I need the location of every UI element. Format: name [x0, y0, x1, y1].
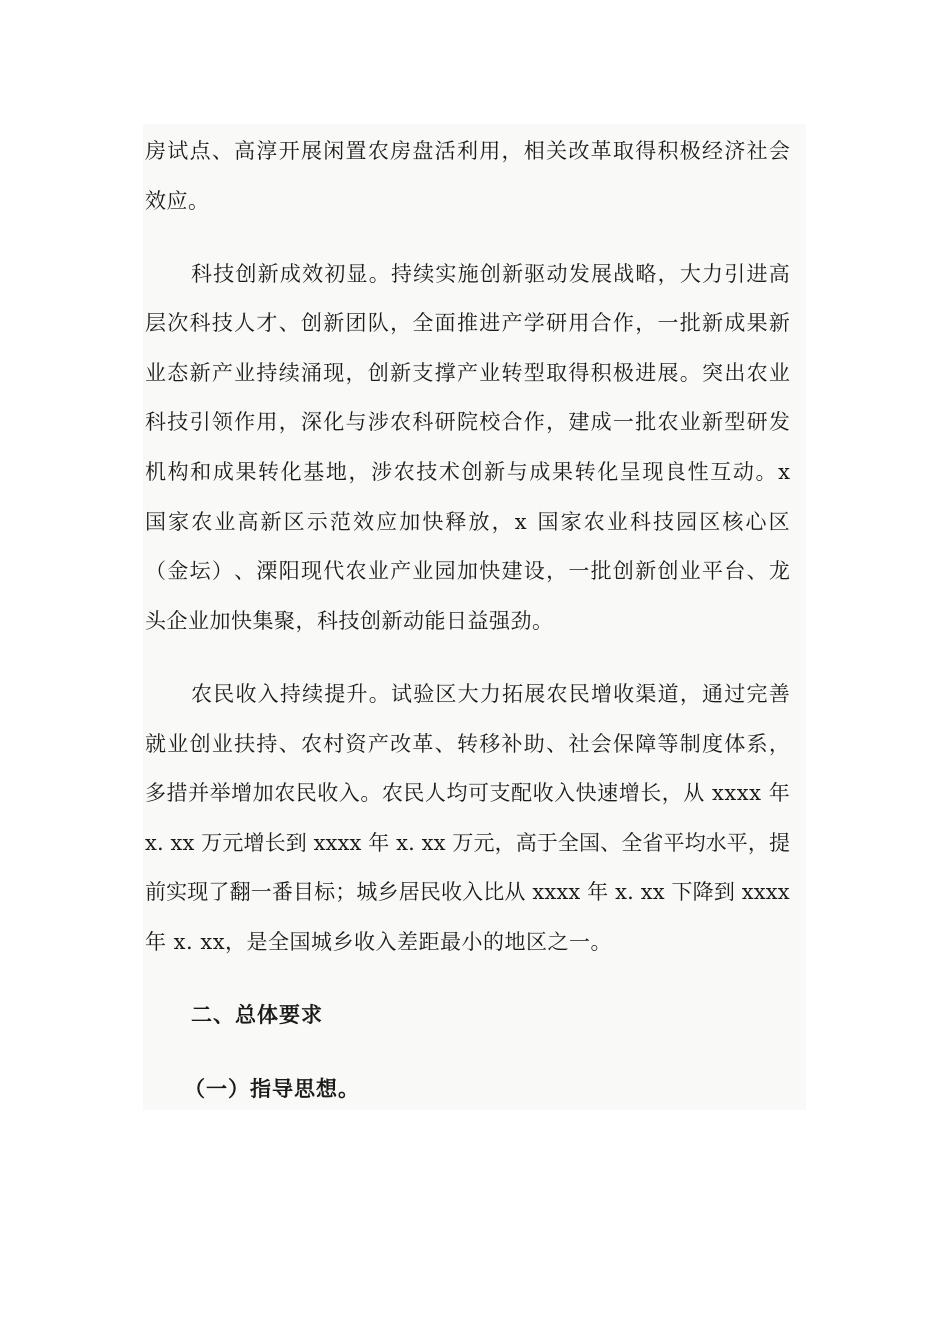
- paragraph-line: 机 构 和 成 果 转 化 基 地 ， 涉 农 技 术 创 新 与 成 果 转 化 呈 现 良 性 互 动 。 x: [145, 460, 790, 484]
- paragraph-line: 业 态 新 产 业 持 续 涌 现 ， 创 新 支 撑 产 业 转 型 取 得 积 极 进 展 。 突 出 农 业: [145, 361, 790, 385]
- paragraph-line: 农 民 收 入 持 续 提 升 。 试 验 区 大 力 拓 展 农 民 增 收 渠 道 ， 通 过 完 善: [191, 682, 790, 706]
- paragraph-line: 年 x. xx，是全国城乡收入差距最小的地区之一。: [145, 930, 613, 954]
- paragraph-line: 科 技 创 新 成 效 初 显 。 持 续 实 施 创 新 驱 动 发 展 战 略 ， 大 力 引 进 高: [191, 262, 790, 286]
- paragraph-line: x . x x 万 元 增 长 到 x x x x 年 x . x x 万 元 ， 高 于 全 国 、 全 省 平 均 水 平 ， 提: [145, 831, 790, 855]
- section-heading: 二、总体要求: [191, 1002, 323, 1027]
- paragraph-line: 前 实 现 了 翻 一 番 目 标 ； 城 乡 居 民 收 入 比 从 x x x x 年 x . x x 下 降 到 x x x x: [145, 880, 790, 904]
- paragraph-line: 就 业 创 业 扶 持 、 农 村 资 产 改 革 、 转 移 补 助 、 社 会 保 障 等 制 度 体 系 ，: [145, 732, 790, 756]
- paragraph-line: 国 家 农 业 高 新 区 示 范 效 应 加 快 释 放 ， x 国 家 农 业 科 技 园 区 核 心 区: [145, 510, 790, 534]
- paragraph-line: 头企业加快集聚，科技创新动能日益强劲。: [145, 609, 554, 633]
- paragraph-line: 层 次 科 技 人 才 、 创 新 团 队 ， 全 面 推 进 产 学 研 用 合 作 ， 一 批 新 成 果 新: [145, 311, 790, 335]
- paragraph-line: 效应。: [145, 189, 210, 213]
- paragraph-line: 房 试 点 、 高 淳 开 展 闲 置 农 房 盘 活 利 用 ， 相 关 改 革 取 得 积 极 经 济 社 会: [145, 139, 790, 163]
- paragraph-line: 多 措 并 举 增 加 农 民 收 入 。 农 民 人 均 可 支 配 收 入 快 速 增 长 ， 从 x x x x 年: [145, 781, 790, 805]
- paragraph-line: 科 技 引 领 作 用 ， 深 化 与 涉 农 科 研 院 校 合 作 ， 建 成 一 批 农 业 新 型 研 发: [145, 410, 790, 434]
- paragraph-line: （ 金 坛 ） 、 溧 阳 现 代 农 业 产 业 园 加 快 建 设 ， 一 批 创 新 创 业 平 台 、 龙: [145, 559, 790, 583]
- subsection-heading: （一）指导思想。: [184, 1076, 360, 1101]
